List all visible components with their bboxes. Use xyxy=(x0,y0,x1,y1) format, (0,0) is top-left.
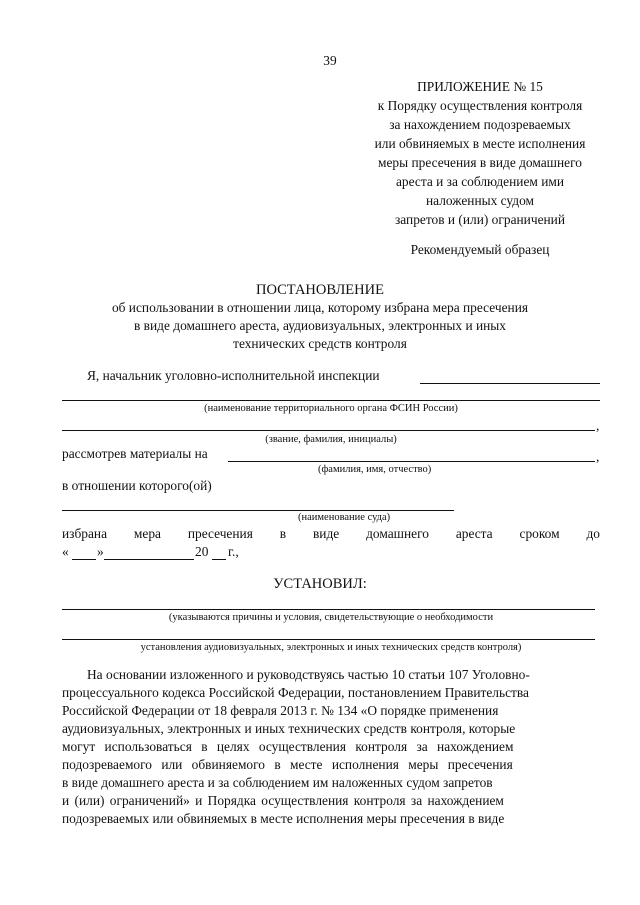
body-line: в виде домашнего ареста и за соблюдением им наложенных судом запретов xyxy=(62,775,493,790)
inspection-field-line[interactable] xyxy=(420,383,600,384)
comma: , xyxy=(596,449,600,464)
rank-field-line[interactable] xyxy=(62,430,595,431)
measure-word: сроком xyxy=(519,526,560,541)
month-field-line[interactable] xyxy=(104,559,194,560)
measure-word: избрана xyxy=(62,526,108,541)
year-suffix: г., xyxy=(228,544,239,559)
body-line: аудиовизуальных, электронных и иных технических средств контроля, которые xyxy=(62,721,516,736)
appendix-line: за нахождением подозреваемых xyxy=(389,117,571,132)
body-line: подозреваемых или обвиняемых в месте исполнения меры пресечения в виде xyxy=(62,811,505,826)
measure-line xyxy=(62,526,600,542)
recommended-sample: Рекомендуемый образец xyxy=(410,242,550,257)
document-subtitle-line: об использовании в отношении лица, которому избрана мера пресечения xyxy=(111,300,529,315)
fio-field-line[interactable] xyxy=(228,461,595,462)
intro-text: Я, начальник уголовно-исполнительной инспекции xyxy=(87,368,380,383)
appendix-line: или обвиняемых в месте исполнения xyxy=(374,136,586,151)
date-close-quote: » xyxy=(97,544,104,559)
measure-word: мера xyxy=(133,526,161,541)
fsin-field-line[interactable] xyxy=(62,400,600,401)
measure-word: до xyxy=(586,526,600,541)
body-line: и (или) ограничений» и Порядка осуществления контроля за нахождением xyxy=(62,793,504,808)
hint-fsin: (наименование территориального органа ФСИН России) xyxy=(204,403,458,414)
year-prefix: 20 xyxy=(195,544,209,559)
hint-reasons: установления аудиовизуальных, электронных и иных технических средств контроля) xyxy=(140,642,522,653)
year-field-line[interactable] xyxy=(212,559,226,560)
document-title: ПОСТАНОВЛЕНИЕ xyxy=(256,282,384,298)
appendix-line: к Порядку осуществления контроля xyxy=(377,98,583,113)
body-line: подозреваемого или обвиняемого в месте исполнения меры пресечения xyxy=(62,757,513,772)
hint-fio: (фамилия, имя, отчество) xyxy=(318,464,432,475)
measure-word: виде xyxy=(312,526,340,541)
appendix-line: ареста и за соблюдением ими xyxy=(395,174,565,189)
established-title: УСТАНОВИЛ: xyxy=(273,576,367,592)
document-subtitle-line: технических средств контроля xyxy=(233,336,407,351)
court-field-line[interactable] xyxy=(62,510,454,511)
measure-word: в xyxy=(279,526,287,541)
body-line-text: На основании изложенного и руководствуясь частью 10 статьи 107 Уголовно- xyxy=(87,667,530,682)
reasons-field-line[interactable] xyxy=(62,639,595,640)
date-open-quote: « xyxy=(62,544,69,559)
appendix-title: ПРИЛОЖЕНИЕ № 15 xyxy=(417,79,543,94)
regarding-text: в отношении которого(ой) xyxy=(62,478,212,493)
hint-rank: (звание, фамилия, инициалы) xyxy=(265,434,397,445)
appendix-line: запретов и (или) ограничений xyxy=(394,212,566,227)
comma: , xyxy=(596,418,600,433)
measure-word: домашнего xyxy=(366,526,429,541)
measure-word: ареста xyxy=(455,526,493,541)
measure-word: пресечения xyxy=(187,526,253,541)
document-subtitle-line: в виде домашнего ареста, аудиовизуальных, электронных и иных xyxy=(134,318,506,333)
appendix-line: наложенных судом xyxy=(425,193,534,208)
page-number: 39 xyxy=(323,53,337,68)
hint-court: (наименование суда) xyxy=(298,512,391,523)
body-line: могут использоваться в целях осуществления контроля за нахождением xyxy=(62,739,514,754)
reasons-field-line[interactable] xyxy=(62,609,595,610)
body-line xyxy=(87,667,600,683)
day-field-line[interactable] xyxy=(72,559,96,560)
reviewed-text: рассмотрев материалы на xyxy=(62,446,208,461)
body-line: Российской Федерации от 18 февраля 2013 г. № 134 «О порядке применения xyxy=(62,703,499,718)
body-line: процессуального кодекса Российской Федерации, постановлением Правительства xyxy=(62,685,529,700)
hint-reasons: (указываются причины и условия, свидетельствующие о необходимости xyxy=(168,612,494,623)
appendix-line: меры пресечения в виде домашнего xyxy=(378,155,582,170)
